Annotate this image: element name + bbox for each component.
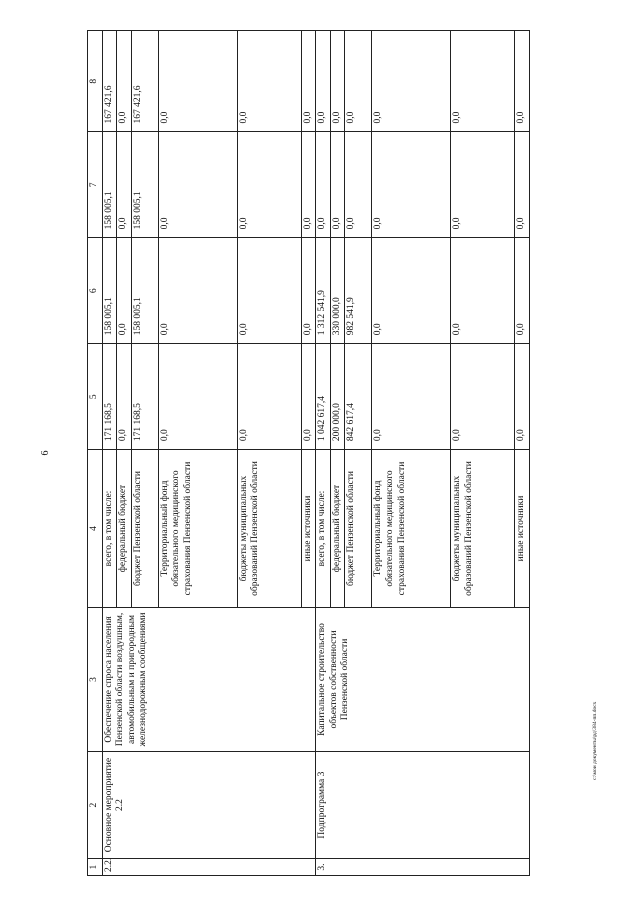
value-cell: 0,0 — [451, 344, 515, 450]
value-cell: 0,0 — [158, 31, 237, 132]
rotated-table-wrapper — [87, 30, 579, 876]
value-cell: 167 421,6 — [102, 31, 117, 132]
value-cell: 0,0 — [451, 31, 515, 132]
funding-source-cell: иные источники — [515, 450, 530, 608]
value-cell: 0,0 — [301, 31, 316, 132]
value-cell: 0,0 — [316, 31, 331, 132]
value-cell: 0,0 — [515, 344, 530, 450]
value-cell: 0,0 — [372, 31, 451, 132]
value-cell: 982 541,9 — [345, 238, 372, 344]
value-cell: 0,0 — [515, 31, 530, 132]
funding-source-cell: всего, в том числе: — [102, 450, 117, 608]
value-cell: 171 168,5 — [102, 344, 117, 450]
budget-table — [87, 30, 530, 876]
value-cell: 0,0 — [117, 238, 132, 344]
column-number-cell: 3 — [88, 607, 103, 751]
value-cell: 158 005,1 — [102, 238, 117, 344]
column-number-cell: 6 — [88, 238, 103, 344]
value-cell: 0,0 — [515, 238, 530, 344]
column-number-cell: 1 — [88, 859, 103, 876]
value-cell: 330 000,0 — [330, 238, 345, 344]
value-cell: 0,0 — [515, 132, 530, 238]
value-cell: 0,0 — [330, 31, 345, 132]
funding-source-cell: иные источники — [301, 450, 316, 608]
funding-source-cell: федеральный бюджет — [117, 450, 132, 608]
value-cell: 171 168,5 — [131, 344, 158, 450]
item-number-cell: 3. — [316, 859, 530, 876]
value-cell: 1 042 617,4 — [316, 344, 331, 450]
value-cell: 0,0 — [237, 344, 301, 450]
item-number-cell: 2.2. — [102, 859, 316, 876]
value-cell: 0,0 — [301, 344, 316, 450]
funding-source-cell: Территориальный фонд обязательного медицинского страхования Пензенской области — [372, 450, 451, 608]
funding-source-cell: бюджет Пензенской области — [131, 450, 158, 608]
program-description-cell: Обеспечение спроса населения Пензенской области воздушным, автомобильным и пригородным железнодорожным сообщениями — [102, 607, 316, 751]
value-cell: 0,0 — [237, 238, 301, 344]
table-row — [102, 31, 117, 876]
value-cell: 158 005,1 — [131, 238, 158, 344]
value-cell: 0,0 — [345, 132, 372, 238]
value-cell: 0,0 — [301, 132, 316, 238]
value-cell: 0,0 — [117, 132, 132, 238]
value-cell: 0,0 — [372, 132, 451, 238]
value-cell: 0,0 — [117, 31, 132, 132]
value-cell: 0,0 — [451, 238, 515, 344]
value-cell: 1 312 541,9 — [316, 238, 331, 344]
column-number-cell: 4 — [88, 450, 103, 608]
column-number-cell: 5 — [88, 344, 103, 450]
value-cell: 0,0 — [451, 132, 515, 238]
value-cell: 0,0 — [158, 132, 237, 238]
value-cell: 0,0 — [158, 344, 237, 450]
value-cell: 0,0 — [158, 238, 237, 344]
value-cell: 158 005,1 — [102, 132, 117, 238]
value-cell: 0,0 — [372, 238, 451, 344]
value-cell: 200 000,0 — [330, 344, 345, 450]
funding-source-cell: федеральный бюджет — [330, 450, 345, 608]
value-cell: 167 421,6 — [131, 31, 158, 132]
table-row — [316, 31, 331, 876]
column-number-row — [88, 31, 103, 876]
value-cell: 0,0 — [330, 132, 345, 238]
value-cell: 158 005,1 — [131, 132, 158, 238]
file-path-text: c:\мои документы\рд\384-пп.docx — [592, 701, 598, 780]
value-cell: 0,0 — [372, 344, 451, 450]
value-cell: 842 617,4 — [345, 344, 372, 450]
funding-source-cell: всего, в том числе: — [316, 450, 331, 608]
funding-source-cell: бюджеты муниципальных образований Пензенской области — [451, 450, 515, 608]
value-cell: 0,0 — [316, 132, 331, 238]
value-cell: 0,0 — [345, 31, 372, 132]
file-path-footer — [592, 701, 598, 781]
value-cell: 0,0 — [237, 31, 301, 132]
funding-source-cell: бюджеты муниципальных образований Пензенской области — [237, 450, 301, 608]
value-cell: 0,0 — [301, 238, 316, 344]
funding-source-cell: Территориальный фонд обязательного медицинского страхования Пензенской области — [158, 450, 237, 608]
program-name-cell: Основное мероприятие 2.2 — [102, 752, 316, 859]
funding-source-cell: бюджет Пензенской области — [345, 450, 372, 608]
column-number-cell: 8 — [88, 31, 103, 132]
column-number-cell: 7 — [88, 132, 103, 238]
page-number: 6 — [40, 450, 51, 456]
value-cell: 0,0 — [237, 132, 301, 238]
program-description-cell: Капитальное строительство объектов собственности Пензенской области — [316, 607, 530, 751]
column-number-cell: 2 — [88, 752, 103, 859]
value-cell: 0,0 — [117, 344, 132, 450]
program-name-cell: Подпрограмма 3 — [316, 752, 530, 859]
